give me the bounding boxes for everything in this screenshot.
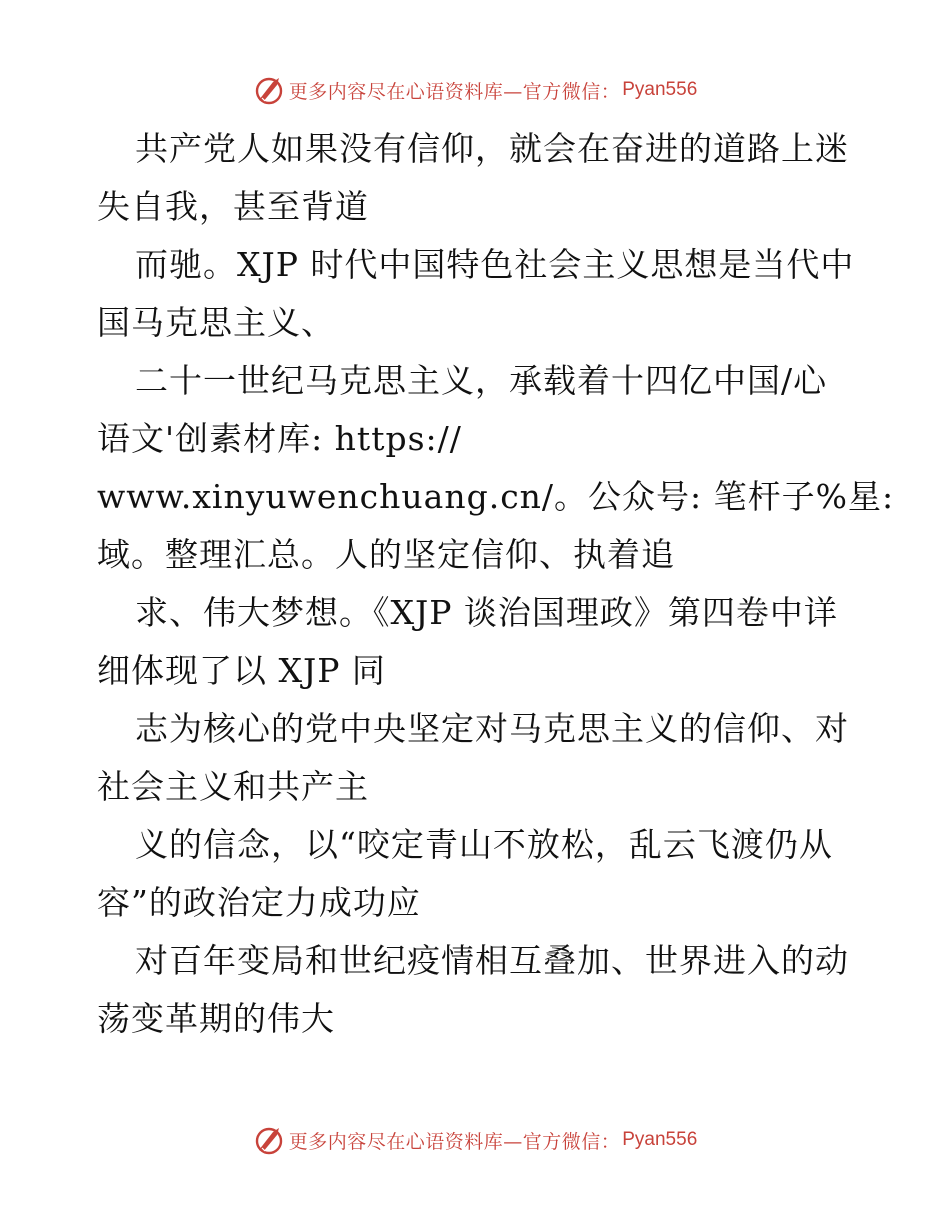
body-line: 求、伟大梦想。《XJP 谈治国理政》第四卷中详	[135, 593, 838, 632]
body-line: 社会主义和共产主	[97, 767, 369, 806]
body-line: 容”的政治定力成功应	[97, 883, 421, 922]
body-line: www.xinyuwenchuang.cn/。公众号: 笔杆子%星:	[97, 477, 895, 516]
body-line: 共产党人如果没有信仰，就会在奋进的道路上迷	[135, 129, 849, 168]
footer-wechat-id: Pyan556	[622, 1129, 698, 1150]
body-line: 域。整理汇总。人的坚定信仰、执着追	[97, 535, 675, 574]
body-line: 细体现了以 XJP 同	[97, 651, 386, 690]
document-body	[97, 120, 895, 1048]
body-line: 对百年变局和世纪疫情相互叠加、世界进入的动	[135, 941, 849, 980]
footer-banner-text: 更多内容尽在心语资料库—官方微信：	[288, 1130, 621, 1153]
pen-logo-icon	[253, 74, 285, 106]
body-line: 失自我，甚至背道	[97, 187, 369, 226]
footer-banner	[0, 1120, 950, 1160]
header-wechat-id: Pyan556	[622, 79, 698, 100]
header-banner	[0, 70, 950, 110]
body-line: 国马克思主义、	[97, 303, 335, 342]
body-line: 荡变革期的伟大	[97, 999, 335, 1038]
body-line: 语文'创素材库: https://	[97, 419, 462, 458]
body-line: 志为核心的党中央坚定对马克思主义的信仰、对	[135, 709, 849, 748]
pen-logo-icon	[253, 1124, 285, 1156]
header-banner-text: 更多内容尽在心语资料库—官方微信：	[288, 80, 621, 103]
body-line: 而驰。XJP 时代中国特色社会主义思想是当代中	[135, 245, 855, 284]
body-line: 二十一世纪马克思主义，承载着十四亿中国/心	[135, 361, 828, 400]
body-line: 义的信念，以“咬定青山不放松，乱云飞渡仍从	[135, 825, 833, 864]
